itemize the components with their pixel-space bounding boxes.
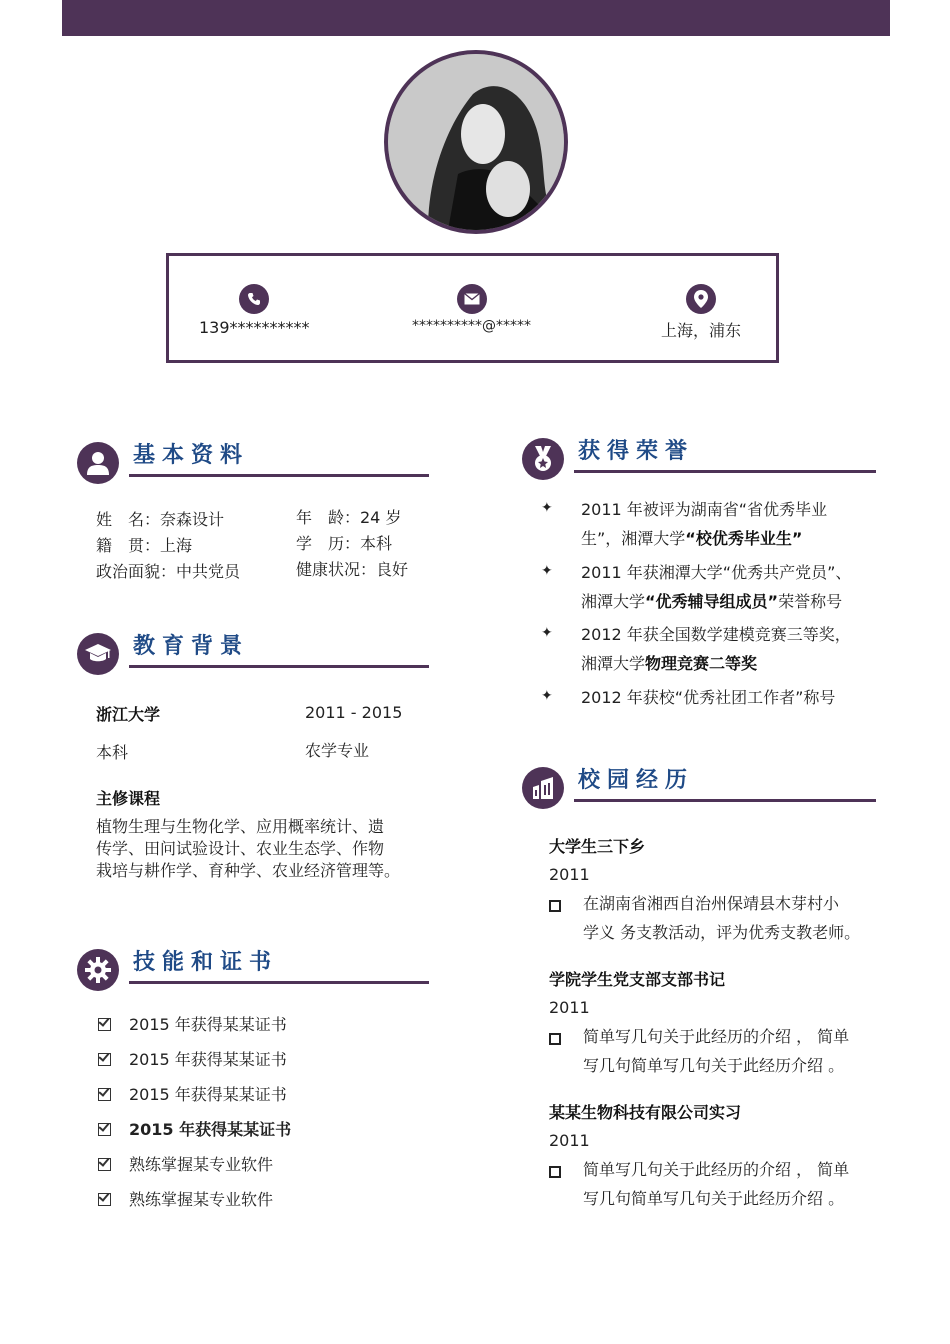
campus-desc: 简单写几句关于此经历的介绍 ， 简单 bbox=[583, 1027, 850, 1046]
edu-school: 浙江大学 bbox=[96, 705, 161, 724]
square-bullet-icon bbox=[549, 900, 561, 912]
top-banner bbox=[62, 0, 890, 36]
contact-location bbox=[661, 284, 741, 341]
basic-degree: 学 历：本科 bbox=[296, 534, 393, 553]
campus-desc: 写几句简单写几句关于此经历介绍 。 bbox=[583, 1056, 845, 1075]
section-title: 教育背景 bbox=[133, 634, 250, 659]
location-text: 上海，浦东 bbox=[661, 321, 742, 340]
campus-role: 某某生物科技有限公司实习 bbox=[549, 1103, 742, 1122]
square-bullet-icon bbox=[549, 1033, 561, 1045]
section-basic-info bbox=[77, 442, 429, 492]
honor-line: 2012 年获全国数学建模竞赛三等奖， bbox=[581, 625, 851, 644]
skill-item: 熟练掌握某专业软件 bbox=[98, 1152, 273, 1175]
section-divider bbox=[129, 981, 429, 984]
skill-item: 2015 年获得某某证书 bbox=[98, 1082, 287, 1105]
honor-line: 生”，湘潭大学“校优秀毕业生” bbox=[581, 529, 803, 548]
edu-courses-line: 传学、田问试验设计、农业生态学、作物 bbox=[96, 839, 385, 858]
edu-major: 农学专业 bbox=[305, 741, 370, 760]
contact-box bbox=[166, 253, 779, 363]
skill-item: 2015 年获得某某证书 bbox=[98, 1012, 287, 1035]
checkbox-icon bbox=[98, 1193, 111, 1206]
graduation-cap-icon bbox=[77, 633, 119, 675]
section-campus bbox=[522, 767, 876, 817]
section-skills bbox=[77, 949, 429, 999]
honor-line: 湘潭大学“优秀辅导组成员”荣誉称号 bbox=[581, 592, 843, 611]
honor-line: 2011 年获湘潭大学“优秀共产党员”、 bbox=[581, 563, 852, 582]
honor-line: 2012 年获校“优秀社团工作者”称号 bbox=[581, 688, 836, 707]
campus-year: 2011 bbox=[549, 998, 590, 1017]
campus-desc: 简单写几句关于此经历的介绍 ， 简单 bbox=[583, 1160, 850, 1179]
star-bullet-icon: ✦ bbox=[541, 688, 553, 704]
star-bullet-icon: ✦ bbox=[541, 500, 553, 516]
checkbox-icon bbox=[98, 1053, 111, 1066]
edu-level: 本科 bbox=[96, 743, 129, 762]
email-icon bbox=[457, 284, 487, 314]
campus-desc: 在湖南省湘西自治州保靖县木芽村小 bbox=[583, 894, 840, 913]
basic-name: 姓 名：奈森设计 bbox=[96, 510, 225, 529]
email-text: **********@***** bbox=[412, 318, 531, 334]
section-honors bbox=[522, 438, 876, 488]
user-icon bbox=[77, 442, 119, 484]
campus-year: 2011 bbox=[549, 1131, 590, 1150]
basic-health: 健康状况：良好 bbox=[296, 560, 409, 579]
profile-photo bbox=[384, 50, 568, 234]
contact-email bbox=[412, 284, 531, 334]
star-bullet-icon: ✦ bbox=[541, 625, 553, 641]
skill-item: 2015 年获得某某证书 bbox=[98, 1117, 291, 1140]
checkbox-icon bbox=[98, 1123, 111, 1136]
building-icon bbox=[522, 767, 564, 809]
section-title: 校园经历 bbox=[578, 768, 695, 793]
section-divider bbox=[574, 799, 876, 802]
star-bullet-icon: ✦ bbox=[541, 563, 553, 579]
edu-courses-line: 植物生理与生物化学、应用概率统计、遗 bbox=[96, 817, 385, 836]
section-title: 技能和证书 bbox=[133, 950, 279, 975]
skill-item: 熟练掌握某专业软件 bbox=[98, 1187, 273, 1210]
checkbox-icon bbox=[98, 1158, 111, 1171]
campus-role: 大学生三下乡 bbox=[549, 837, 646, 856]
section-title: 获得荣誉 bbox=[578, 439, 695, 464]
basic-age: 年 龄：24 岁 bbox=[296, 508, 402, 527]
checkbox-icon bbox=[98, 1018, 111, 1031]
section-divider bbox=[574, 470, 876, 473]
location-pin-icon bbox=[686, 284, 716, 314]
basic-politics: 政治面貌：中共党员 bbox=[96, 562, 241, 581]
campus-desc: 学义 务支教活动，评为优秀支教老师。 bbox=[583, 923, 861, 942]
phone-icon bbox=[239, 284, 269, 314]
edu-courses-label: 主修课程 bbox=[96, 789, 161, 808]
skill-item: 2015 年获得某某证书 bbox=[98, 1047, 287, 1070]
campus-role: 学院学生党支部支部书记 bbox=[549, 970, 726, 989]
edu-courses-line: 栽培与耕作学、育种学、农业经济管理等。 bbox=[96, 861, 401, 880]
square-bullet-icon bbox=[549, 1166, 561, 1178]
checkbox-icon bbox=[98, 1088, 111, 1101]
phone-text: 139********** bbox=[199, 318, 310, 337]
honor-line: 2011 年被评为湖南省“省优秀毕业 bbox=[581, 500, 828, 519]
contact-phone bbox=[199, 284, 310, 337]
portrait-image bbox=[388, 54, 564, 230]
basic-origin: 籍 贯：上海 bbox=[96, 536, 193, 555]
section-education bbox=[77, 633, 429, 683]
honor-line: 湘潭大学物理竞赛二等奖 bbox=[581, 654, 758, 673]
campus-desc: 写几句简单写几句关于此经历介绍 。 bbox=[583, 1189, 845, 1208]
campus-year: 2011 bbox=[549, 865, 590, 884]
section-title: 基本资料 bbox=[133, 443, 250, 468]
section-divider bbox=[129, 474, 429, 477]
edu-years: 2011 - 2015 bbox=[305, 703, 403, 722]
medal-icon bbox=[522, 438, 564, 480]
section-divider bbox=[129, 665, 429, 668]
gear-icon bbox=[77, 949, 119, 991]
